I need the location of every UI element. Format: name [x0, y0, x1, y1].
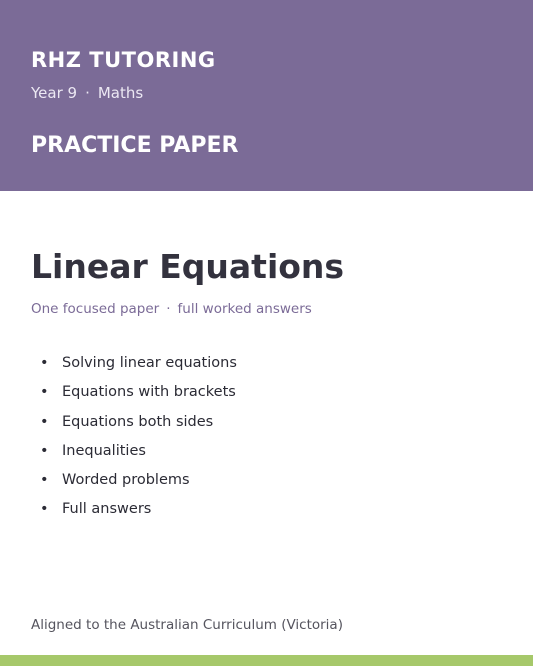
topic-label: Solving linear equations	[62, 355, 237, 371]
topic-label: Worded problems	[62, 472, 190, 489]
subtitle-part-2: full worked answers	[177, 301, 312, 317]
paper-meta	[31, 84, 143, 102]
topic-label: Equations with brackets	[62, 384, 236, 401]
subtitle-part-1: One focused paper	[31, 301, 160, 317]
bullet-icon: •	[40, 472, 49, 489]
meta-separator: ·	[85, 84, 90, 102]
bullet-icon: •	[40, 501, 49, 518]
brand-name: RHZ TUTORING	[31, 48, 216, 72]
paper-title: Linear Equations	[31, 247, 345, 286]
bullet-icon: •	[40, 384, 49, 401]
paper-subtitle	[31, 301, 312, 318]
topic-label: Equations both sides	[62, 413, 214, 430]
document-type: PRACTICE PAPER	[31, 133, 239, 158]
subtitle-separator: ·	[166, 301, 171, 317]
curriculum-note: Aligned to the Australian Curriculum (Victoria)	[31, 617, 343, 633]
topic-label: Inequalities	[62, 442, 146, 459]
bullet-icon: •	[40, 442, 49, 459]
topic-label: Full answers	[62, 501, 152, 518]
year-level: Year 9	[31, 84, 78, 102]
footer-accent-band	[0, 655, 533, 666]
bullet-icon: •	[40, 355, 49, 371]
header-banner	[0, 0, 533, 191]
subject: Maths	[97, 84, 144, 102]
bullet-icon: •	[40, 413, 49, 430]
